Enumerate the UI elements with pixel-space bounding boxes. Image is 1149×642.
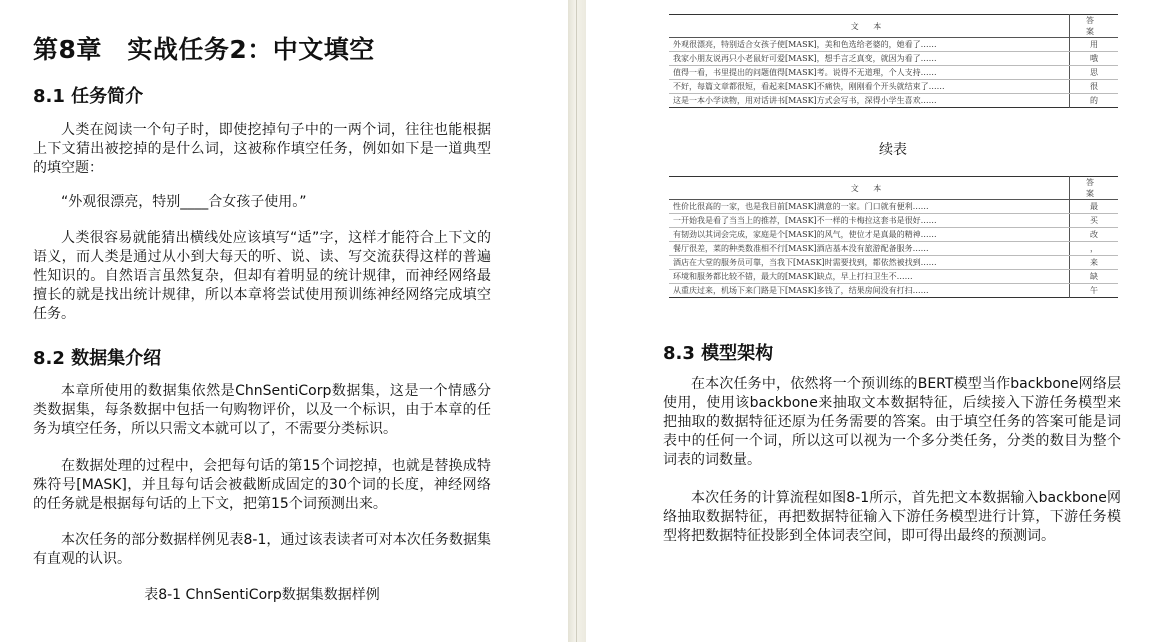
- row-answer: 来: [1070, 256, 1119, 270]
- header-answer: 答 案: [1070, 15, 1119, 38]
- row-answer: 午: [1070, 284, 1119, 298]
- row-answer: 买: [1070, 214, 1119, 228]
- table-row: [669, 38, 1118, 52]
- table-caption: 表8-1 ChnSentiCorp数据集数据样例: [144, 587, 380, 603]
- continued-label: 续表: [879, 142, 907, 158]
- row-text: 外观很漂亮，特别适合女孩子使[MASK]，美和色选给老婆的，她看了……: [669, 38, 1070, 52]
- table-row: [669, 52, 1118, 66]
- table-row: [669, 214, 1118, 228]
- table-row: [669, 228, 1118, 242]
- paragraph-task-explanation: 人类很容易就能猜出横线处应该填写“适”字，这样才能符合上下文的语义，而人类是通过从小到大每天的听、说、读、写交流获得这样的普遍性知识的。自然语言虽然复杂，但却有着明显的统计规律，而神经网络最擅长的就是找出统计规律，所以本章将尝试使用预训练神经网络完成填空任务。: [33, 230, 491, 322]
- left-page: [0, 0, 568, 642]
- row-text: 环境和服务都比较不错，最大的[MASK]缺点，早上打扫卫生不……: [669, 270, 1070, 284]
- table-row: [669, 94, 1118, 108]
- example-sentence: “外观很漂亮，特别____合女孩子使用。”: [61, 194, 307, 210]
- paragraph-table-reference: 本次任务的部分数据样例见表8-1，通过该表读者可对本次任务数据集有直观的认识。: [33, 532, 491, 567]
- section-title-8-2: 8.2 数据集介绍: [33, 348, 162, 369]
- row-text: 从重庆过来，机场下来门路是下[MASK]多钱了，结果房间没有打扫……: [673, 286, 929, 295]
- paragraph-data-processing: 在数据处理的过程中，会把每句话的第15个词挖掉，也就是替换成特殊符号[MASK]，并且每句话会被截断成固定的30个词的长度，神经网络的任务就是根据每句话的上下文，把第15个词预测出来。: [33, 458, 491, 512]
- book-gutter: [568, 0, 586, 642]
- row-text: 酒店在大堂的服务员可靠，当我下[MASK]时需要找到，都依然被找到……: [669, 256, 1070, 270]
- row-answer: ，: [1070, 242, 1119, 256]
- row-text: 有韧劲以其词会完成，家庭是个[MASK]的风气，使位才是真最的精神……: [669, 228, 1070, 242]
- row-answer: 的: [1070, 94, 1119, 108]
- row-text: 餐厅很差，菜的种类数准相不行[MASK]酒店基本没有旅游配备服务……: [669, 242, 1070, 256]
- row-answer: 哦: [1070, 52, 1119, 66]
- chapter-title: 第8章 实战任务2：中文填空: [33, 35, 375, 64]
- row-answer: 缺: [1070, 270, 1119, 284]
- section-title-8-1: 8.1 任务简介: [33, 86, 144, 107]
- table-row: [669, 200, 1118, 214]
- row-answer: 用: [1070, 38, 1119, 52]
- header-text: 文 本: [669, 177, 1070, 200]
- table-row: [669, 80, 1118, 94]
- data-sample-table: [669, 14, 1118, 108]
- header-answer: 答 案: [1070, 177, 1119, 200]
- right-page: [586, 0, 1149, 642]
- table-row: [669, 66, 1118, 80]
- row-answer: 最: [1070, 200, 1119, 214]
- table-header-row: [669, 177, 1118, 200]
- table-row: [669, 256, 1118, 270]
- row-answer: 很: [1070, 80, 1119, 94]
- paragraph-dataset-intro: 本章所使用的数据集依然是ChnSentiCorp数据集，这是一个情感分类数据集，每条数据中包括一句购物评价，以及一个标识，由于本章的任务为填空任务，所以只需文本就可以了，不需要分类标识。: [33, 383, 491, 437]
- row-text: 性价比很高的一家，也是我目前[MASK]满意的一家。门口就有便利……: [669, 200, 1070, 214]
- table-row: [669, 242, 1118, 256]
- table-row: [669, 284, 1118, 298]
- paragraph-task-intro: 人类在阅读一个句子时，即使挖掉句子中的一两个词，往往也能根据上下文猜出被挖掉的是什么词，这被称作填空任务，例如如下是一道典型的填空题：: [33, 122, 491, 176]
- row-text: 不好，每篇文章都很短，看起来[MASK]不痛快，刚刚看个开头就结束了……: [669, 80, 1070, 94]
- row-text: 我家小朋友说再只小老鼠好可爱[MASK]，想手言乏真变，就因为看了……: [669, 52, 1070, 66]
- table-header-row: [669, 15, 1118, 38]
- section-title-8-3: 8.3 模型架构: [663, 343, 774, 364]
- data-sample-table-continued: [669, 176, 1118, 298]
- header-text: 文 本: [669, 15, 1070, 38]
- paragraph-compute-flow: 本次任务的计算流程如图8-1所示，首先把文本数据输入backbone网络抽取数据特征，再把数据特征输入下游任务模型进行计算，下游任务模型将把数据特征投影到全体词表空间，即可得出最终的预测词。: [663, 490, 1121, 544]
- paragraph-model-architecture: 在本次任务中，依然将一个预训练的BERT模型当作backbone网络层使用，使用该backbone来抽取文本数据特征，后续接入下游任务模型来把抽取的数据特征还原为任务需要的答案。由于填空任务的答案可能是词表中的任何一个词，所以这可以视为一个多分类任务，分类的数目为整个词表的词数量。: [663, 376, 1121, 468]
- table-row: [669, 270, 1118, 284]
- row-text: 一开始我是看了当当上的推荐，[MASK]不一样的卡梅拉这套书是很好……: [669, 214, 1070, 228]
- row-answer: 改: [1070, 228, 1119, 242]
- row-answer: 思: [1070, 66, 1119, 80]
- row-text: 这是一本小学读物，用对话讲书[MASK]方式会写书，深得小学生喜欢……: [673, 96, 937, 105]
- row-text: 值得一看，书里提出的问题值得[MASK]考。说得不无道理，个人支持……: [669, 66, 1070, 80]
